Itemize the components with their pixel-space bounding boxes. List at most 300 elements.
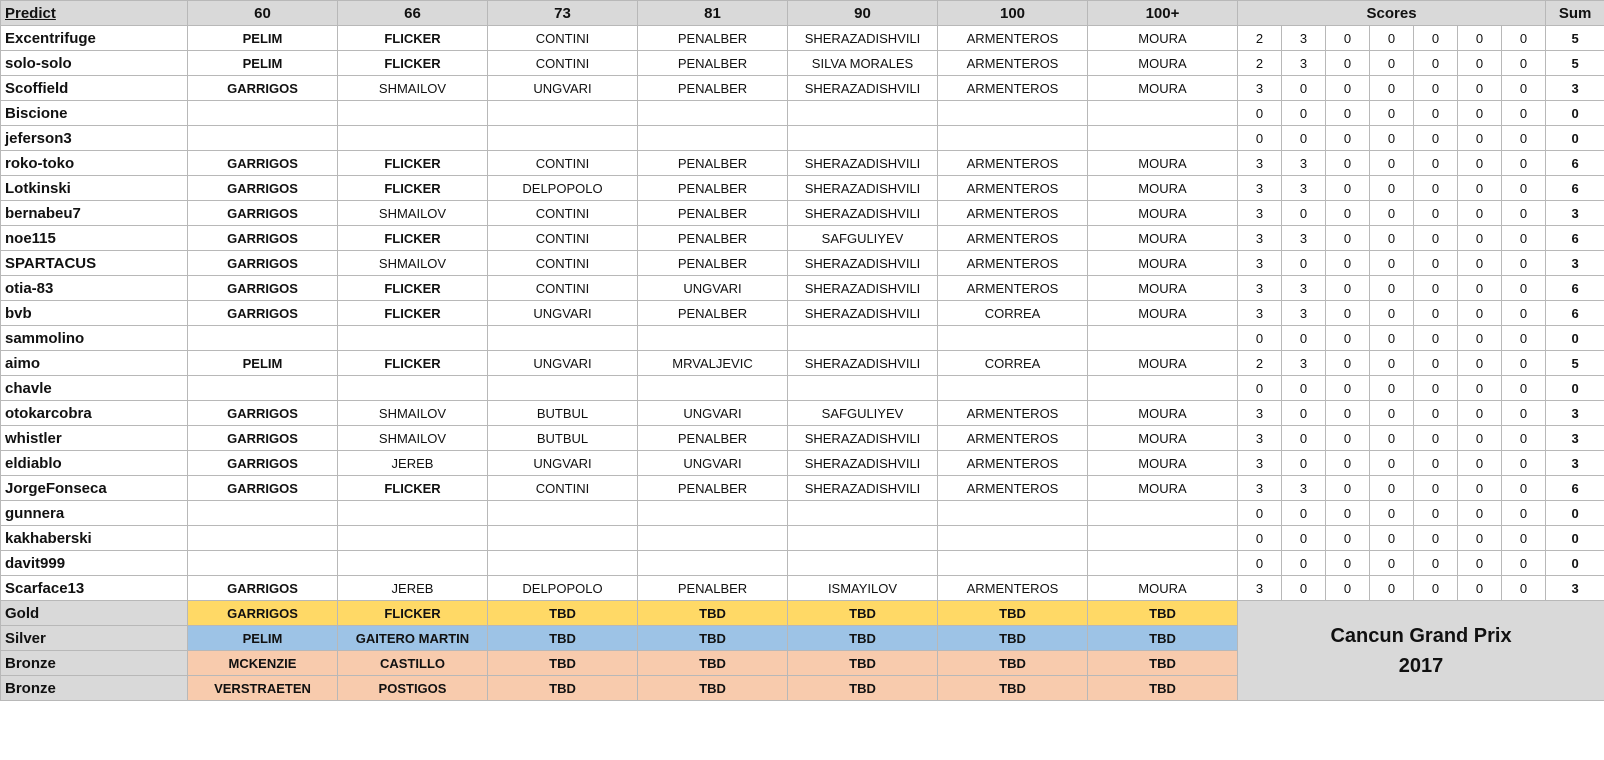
score-cell: 0 xyxy=(1326,501,1370,526)
pick-cell: GARRIGOS xyxy=(188,151,338,176)
score-cell: 3 xyxy=(1238,401,1282,426)
pick-cell xyxy=(788,101,938,126)
participant-name: chavle xyxy=(1,376,188,401)
pick-cell: ARMENTEROS xyxy=(938,251,1088,276)
score-cell: 0 xyxy=(1414,576,1458,601)
sum-cell: 0 xyxy=(1546,126,1604,151)
pick-cell: SILVA MORALES xyxy=(788,51,938,76)
sum-cell: 5 xyxy=(1546,51,1604,76)
medal-cell: POSTIGOS xyxy=(338,676,488,701)
header-row xyxy=(1,1,1604,26)
score-cell: 0 xyxy=(1370,26,1414,51)
pick-cell: CONTINI xyxy=(488,476,638,501)
score-cell: 0 xyxy=(1414,376,1458,401)
score-cell: 0 xyxy=(1458,101,1502,126)
pick-cell xyxy=(1088,551,1238,576)
score-cell: 0 xyxy=(1458,326,1502,351)
pick-cell: UNGVARI xyxy=(488,451,638,476)
pick-cell: PENALBER xyxy=(638,26,788,51)
score-cell: 0 xyxy=(1414,501,1458,526)
participant-row xyxy=(1,476,1604,501)
pick-cell: ARMENTEROS xyxy=(938,151,1088,176)
score-cell: 0 xyxy=(1370,376,1414,401)
pick-cell: PELIM xyxy=(188,51,338,76)
pick-cell: GARRIGOS xyxy=(188,176,338,201)
medal-cell: TBD xyxy=(788,651,938,676)
pick-cell: MOURA xyxy=(1088,276,1238,301)
score-cell: 0 xyxy=(1370,576,1414,601)
weight-header: 81 xyxy=(638,1,788,26)
pick-cell xyxy=(1088,501,1238,526)
score-cell: 3 xyxy=(1238,476,1282,501)
score-cell: 0 xyxy=(1326,126,1370,151)
score-cell: 0 xyxy=(1502,526,1546,551)
score-cell: 0 xyxy=(1414,226,1458,251)
score-cell: 0 xyxy=(1326,351,1370,376)
participant-name: kakhaberski xyxy=(1,526,188,551)
pick-cell xyxy=(338,551,488,576)
pick-cell xyxy=(188,526,338,551)
score-cell: 0 xyxy=(1326,451,1370,476)
medal-cell: TBD xyxy=(638,676,788,701)
pick-cell: PENALBER xyxy=(638,226,788,251)
score-cell: 0 xyxy=(1326,576,1370,601)
pick-cell: MOURA xyxy=(1088,301,1238,326)
pick-cell: PENALBER xyxy=(638,426,788,451)
score-cell: 0 xyxy=(1414,551,1458,576)
score-cell: 0 xyxy=(1502,251,1546,276)
score-cell: 0 xyxy=(1370,101,1414,126)
pick-cell xyxy=(638,376,788,401)
participant-row xyxy=(1,426,1604,451)
participant-name: sammolino xyxy=(1,326,188,351)
medal-cell: TBD xyxy=(488,651,638,676)
sum-cell: 0 xyxy=(1546,551,1604,576)
participant-name: SPARTACUS xyxy=(1,251,188,276)
pick-cell xyxy=(338,101,488,126)
participant-name: whistler xyxy=(1,426,188,451)
medal-cell: PELIM xyxy=(188,626,338,651)
pick-cell: MOURA xyxy=(1088,176,1238,201)
score-cell: 0 xyxy=(1502,276,1546,301)
score-cell: 3 xyxy=(1238,151,1282,176)
score-cell: 0 xyxy=(1282,376,1326,401)
pick-cell xyxy=(188,326,338,351)
pick-cell: GARRIGOS xyxy=(188,76,338,101)
score-cell: 0 xyxy=(1414,251,1458,276)
score-cell: 3 xyxy=(1238,451,1282,476)
score-cell: 0 xyxy=(1370,326,1414,351)
score-cell: 0 xyxy=(1414,401,1458,426)
score-cell: 0 xyxy=(1414,426,1458,451)
pick-cell xyxy=(638,551,788,576)
score-cell: 3 xyxy=(1238,76,1282,101)
pick-cell: SHMAILOV xyxy=(338,201,488,226)
participant-row xyxy=(1,226,1604,251)
score-cell: 0 xyxy=(1502,176,1546,201)
event-title-box xyxy=(1238,601,1604,701)
pick-cell: PENALBER xyxy=(638,151,788,176)
sum-cell: 3 xyxy=(1546,251,1604,276)
score-cell: 0 xyxy=(1326,176,1370,201)
participant-row xyxy=(1,401,1604,426)
medal-cell: TBD xyxy=(488,626,638,651)
pick-cell xyxy=(788,126,938,151)
pick-cell: FLICKER xyxy=(338,476,488,501)
weight-header: 73 xyxy=(488,1,638,26)
medal-cell: VERSTRAETEN xyxy=(188,676,338,701)
pick-cell: SHERAZADISHVILI xyxy=(788,301,938,326)
score-cell: 0 xyxy=(1326,276,1370,301)
pick-cell: PENALBER xyxy=(638,576,788,601)
pick-cell xyxy=(938,126,1088,151)
score-cell: 0 xyxy=(1458,176,1502,201)
participant-row xyxy=(1,201,1604,226)
pick-cell: GARRIGOS xyxy=(188,201,338,226)
sum-cell: 0 xyxy=(1546,326,1604,351)
pick-cell: CONTINI xyxy=(488,201,638,226)
score-cell: 3 xyxy=(1282,176,1326,201)
pick-cell xyxy=(938,501,1088,526)
pick-cell: SHERAZADISHVILI xyxy=(788,26,938,51)
score-cell: 0 xyxy=(1370,301,1414,326)
participant-name: Excentrifuge xyxy=(1,26,188,51)
score-cell: 0 xyxy=(1282,251,1326,276)
score-cell: 0 xyxy=(1414,76,1458,101)
medal-cell: TBD xyxy=(1088,601,1238,626)
pick-cell xyxy=(188,501,338,526)
score-cell: 0 xyxy=(1502,301,1546,326)
sum-cell: 3 xyxy=(1546,76,1604,101)
score-cell: 0 xyxy=(1502,101,1546,126)
participant-row xyxy=(1,451,1604,476)
participant-name: bvb xyxy=(1,301,188,326)
score-cell: 0 xyxy=(1414,301,1458,326)
score-cell: 0 xyxy=(1458,76,1502,101)
pick-cell: SHMAILOV xyxy=(338,426,488,451)
score-cell: 0 xyxy=(1502,451,1546,476)
pick-cell: MOURA xyxy=(1088,426,1238,451)
score-cell: 0 xyxy=(1458,426,1502,451)
scores-header: Scores xyxy=(1238,1,1546,26)
pick-cell: CONTINI xyxy=(488,226,638,251)
pick-cell: ARMENTEROS xyxy=(938,451,1088,476)
score-cell: 0 xyxy=(1370,451,1414,476)
sum-cell: 3 xyxy=(1546,451,1604,476)
medal-cell: TBD xyxy=(638,626,788,651)
medal-cell: TBD xyxy=(938,676,1088,701)
score-cell: 3 xyxy=(1282,226,1326,251)
pick-cell xyxy=(638,501,788,526)
pick-cell: PENALBER xyxy=(638,76,788,101)
pick-cell xyxy=(788,501,938,526)
pick-cell: GARRIGOS xyxy=(188,276,338,301)
pick-cell xyxy=(1088,326,1238,351)
sum-header: Sum xyxy=(1546,1,1604,26)
pick-cell: MOURA xyxy=(1088,26,1238,51)
pick-cell: MOURA xyxy=(1088,226,1238,251)
score-cell: 3 xyxy=(1238,176,1282,201)
score-cell: 0 xyxy=(1326,326,1370,351)
score-cell: 0 xyxy=(1326,376,1370,401)
score-cell: 0 xyxy=(1502,501,1546,526)
pick-cell: CONTINI xyxy=(488,26,638,51)
participant-row xyxy=(1,326,1604,351)
pick-cell: CONTINI xyxy=(488,51,638,76)
score-cell: 0 xyxy=(1458,26,1502,51)
score-cell: 0 xyxy=(1326,401,1370,426)
score-cell: 0 xyxy=(1282,326,1326,351)
participant-row xyxy=(1,301,1604,326)
score-cell: 0 xyxy=(1326,51,1370,76)
pick-cell: SHMAILOV xyxy=(338,401,488,426)
pick-cell: SHERAZADISHVILI xyxy=(788,476,938,501)
sum-cell: 3 xyxy=(1546,401,1604,426)
participant-name: JorgeFonseca xyxy=(1,476,188,501)
pick-cell xyxy=(338,126,488,151)
score-cell: 3 xyxy=(1282,276,1326,301)
pick-cell: GARRIGOS xyxy=(188,401,338,426)
sum-cell: 6 xyxy=(1546,176,1604,201)
pick-cell: SHERAZADISHVILI xyxy=(788,251,938,276)
score-cell: 3 xyxy=(1238,201,1282,226)
score-cell: 0 xyxy=(1458,576,1502,601)
score-cell: 0 xyxy=(1458,51,1502,76)
participant-name: gunnera xyxy=(1,501,188,526)
pick-cell: GARRIGOS xyxy=(188,301,338,326)
score-cell: 0 xyxy=(1370,201,1414,226)
pick-cell: MRVALJEVIC xyxy=(638,351,788,376)
pick-cell xyxy=(938,551,1088,576)
score-cell: 0 xyxy=(1282,576,1326,601)
score-cell: 0 xyxy=(1326,101,1370,126)
score-cell: 0 xyxy=(1326,301,1370,326)
pick-cell: CONTINI xyxy=(488,276,638,301)
participant-row xyxy=(1,176,1604,201)
sum-cell: 6 xyxy=(1546,301,1604,326)
pick-cell: PELIM xyxy=(188,351,338,376)
pick-cell xyxy=(788,551,938,576)
medal-label: Silver xyxy=(1,626,188,651)
score-cell: 0 xyxy=(1282,551,1326,576)
score-cell: 0 xyxy=(1502,326,1546,351)
pick-cell xyxy=(938,101,1088,126)
pick-cell xyxy=(188,376,338,401)
pick-cell: MOURA xyxy=(1088,401,1238,426)
medal-cell: TBD xyxy=(788,676,938,701)
score-cell: 0 xyxy=(1282,401,1326,426)
pick-cell: SAFGULIYEV xyxy=(788,226,938,251)
score-cell: 0 xyxy=(1238,551,1282,576)
score-cell: 0 xyxy=(1458,301,1502,326)
score-cell: 0 xyxy=(1414,51,1458,76)
score-cell: 0 xyxy=(1414,201,1458,226)
medal-label: Bronze xyxy=(1,676,188,701)
sum-cell: 6 xyxy=(1546,226,1604,251)
pick-cell: SHERAZADISHVILI xyxy=(788,426,938,451)
score-cell: 2 xyxy=(1238,351,1282,376)
participant-row xyxy=(1,376,1604,401)
pick-cell xyxy=(188,126,338,151)
medal-cell: CASTILLO xyxy=(338,651,488,676)
score-cell: 0 xyxy=(1502,376,1546,401)
score-cell: 3 xyxy=(1238,276,1282,301)
pick-cell xyxy=(338,376,488,401)
pick-cell: FLICKER xyxy=(338,26,488,51)
pick-cell: GARRIGOS xyxy=(188,476,338,501)
score-cell: 0 xyxy=(1458,201,1502,226)
pick-cell: GARRIGOS xyxy=(188,226,338,251)
score-cell: 0 xyxy=(1282,426,1326,451)
sum-cell: 0 xyxy=(1546,101,1604,126)
medal-cell: GARRIGOS xyxy=(188,601,338,626)
pick-cell: CONTINI xyxy=(488,151,638,176)
pick-cell: ARMENTEROS xyxy=(938,426,1088,451)
participant-name: Scoffield xyxy=(1,76,188,101)
pick-cell: MOURA xyxy=(1088,151,1238,176)
pick-cell: ARMENTEROS xyxy=(938,576,1088,601)
pick-cell: UNGVARI xyxy=(638,276,788,301)
pick-cell xyxy=(1088,126,1238,151)
score-cell: 0 xyxy=(1370,176,1414,201)
score-cell: 0 xyxy=(1326,151,1370,176)
score-cell: 0 xyxy=(1502,401,1546,426)
score-cell: 0 xyxy=(1370,351,1414,376)
pick-cell: ARMENTEROS xyxy=(938,476,1088,501)
pick-cell: PENALBER xyxy=(638,176,788,201)
pick-cell: PENALBER xyxy=(638,476,788,501)
score-cell: 0 xyxy=(1502,26,1546,51)
medal-label: Bronze xyxy=(1,651,188,676)
score-cell: 0 xyxy=(1326,226,1370,251)
pick-cell: MOURA xyxy=(1088,251,1238,276)
pick-cell: ARMENTEROS xyxy=(938,26,1088,51)
participant-row xyxy=(1,551,1604,576)
pick-cell: PENALBER xyxy=(638,201,788,226)
pick-cell xyxy=(488,376,638,401)
score-cell: 0 xyxy=(1502,576,1546,601)
score-cell: 0 xyxy=(1238,501,1282,526)
participant-name: noe115 xyxy=(1,226,188,251)
pick-cell: CORREA xyxy=(938,351,1088,376)
score-cell: 0 xyxy=(1370,126,1414,151)
score-cell: 0 xyxy=(1326,526,1370,551)
pick-cell: MOURA xyxy=(1088,201,1238,226)
participant-row xyxy=(1,126,1604,151)
pick-cell xyxy=(1088,376,1238,401)
score-cell: 3 xyxy=(1238,576,1282,601)
pick-cell: ARMENTEROS xyxy=(938,276,1088,301)
predict-header: Predict xyxy=(1,1,188,26)
pick-cell: ARMENTEROS xyxy=(938,201,1088,226)
medal-cell: TBD xyxy=(1088,626,1238,651)
pick-cell: FLICKER xyxy=(338,226,488,251)
pick-cell: FLICKER xyxy=(338,176,488,201)
pick-cell: JEREB xyxy=(338,576,488,601)
score-cell: 0 xyxy=(1458,251,1502,276)
pick-cell xyxy=(488,526,638,551)
participant-row xyxy=(1,526,1604,551)
pick-cell xyxy=(338,501,488,526)
score-cell: 2 xyxy=(1238,26,1282,51)
medal-cell: TBD xyxy=(638,651,788,676)
pick-cell xyxy=(638,526,788,551)
pick-cell xyxy=(938,526,1088,551)
score-cell: 0 xyxy=(1326,251,1370,276)
pick-cell xyxy=(488,501,638,526)
score-cell: 0 xyxy=(1282,501,1326,526)
participant-name: otia-83 xyxy=(1,276,188,301)
score-cell: 3 xyxy=(1282,151,1326,176)
sum-cell: 6 xyxy=(1546,276,1604,301)
sum-cell: 0 xyxy=(1546,526,1604,551)
pick-cell: FLICKER xyxy=(338,351,488,376)
pick-cell: FLICKER xyxy=(338,301,488,326)
pick-cell xyxy=(638,126,788,151)
score-cell: 0 xyxy=(1238,126,1282,151)
participant-name: davit999 xyxy=(1,551,188,576)
pick-cell xyxy=(488,551,638,576)
score-cell: 0 xyxy=(1282,201,1326,226)
medal-row-gold xyxy=(1,601,1604,626)
medal-cell: TBD xyxy=(938,651,1088,676)
pick-cell: FLICKER xyxy=(338,151,488,176)
score-cell: 0 xyxy=(1458,526,1502,551)
pick-cell: PELIM xyxy=(188,26,338,51)
score-cell: 0 xyxy=(1282,76,1326,101)
score-cell: 3 xyxy=(1282,301,1326,326)
pick-cell: FLICKER xyxy=(338,51,488,76)
score-cell: 0 xyxy=(1370,251,1414,276)
pick-cell xyxy=(638,326,788,351)
event-name: Cancun Grand Prix xyxy=(1330,624,1512,647)
pick-cell: MOURA xyxy=(1088,76,1238,101)
sum-cell: 5 xyxy=(1546,26,1604,51)
score-cell: 0 xyxy=(1326,76,1370,101)
score-cell: 3 xyxy=(1282,476,1326,501)
pick-cell: ARMENTEROS xyxy=(938,401,1088,426)
score-cell: 0 xyxy=(1326,201,1370,226)
medal-cell: TBD xyxy=(938,626,1088,651)
pick-cell: MOURA xyxy=(1088,51,1238,76)
pick-cell xyxy=(788,326,938,351)
score-cell: 0 xyxy=(1282,101,1326,126)
score-cell: 0 xyxy=(1458,401,1502,426)
medal-label: Gold xyxy=(1,601,188,626)
score-cell: 0 xyxy=(1414,451,1458,476)
score-cell: 3 xyxy=(1282,51,1326,76)
pick-cell: FLICKER xyxy=(338,276,488,301)
participant-name: solo-solo xyxy=(1,51,188,76)
participant-row xyxy=(1,251,1604,276)
pick-cell: SHERAZADISHVILI xyxy=(788,151,938,176)
pick-cell xyxy=(1088,101,1238,126)
score-cell: 0 xyxy=(1502,201,1546,226)
score-cell: 0 xyxy=(1238,101,1282,126)
participant-row xyxy=(1,51,1604,76)
score-cell: 0 xyxy=(1458,501,1502,526)
pick-cell xyxy=(488,326,638,351)
score-cell: 0 xyxy=(1502,426,1546,451)
pick-cell: SHERAZADISHVILI xyxy=(788,176,938,201)
score-cell: 0 xyxy=(1370,551,1414,576)
pick-cell xyxy=(488,101,638,126)
participant-name: roko-toko xyxy=(1,151,188,176)
score-cell: 0 xyxy=(1414,126,1458,151)
pick-cell: DELPOPOLO xyxy=(488,176,638,201)
participant-name: Biscione xyxy=(1,101,188,126)
pick-cell: UNGVARI xyxy=(638,401,788,426)
